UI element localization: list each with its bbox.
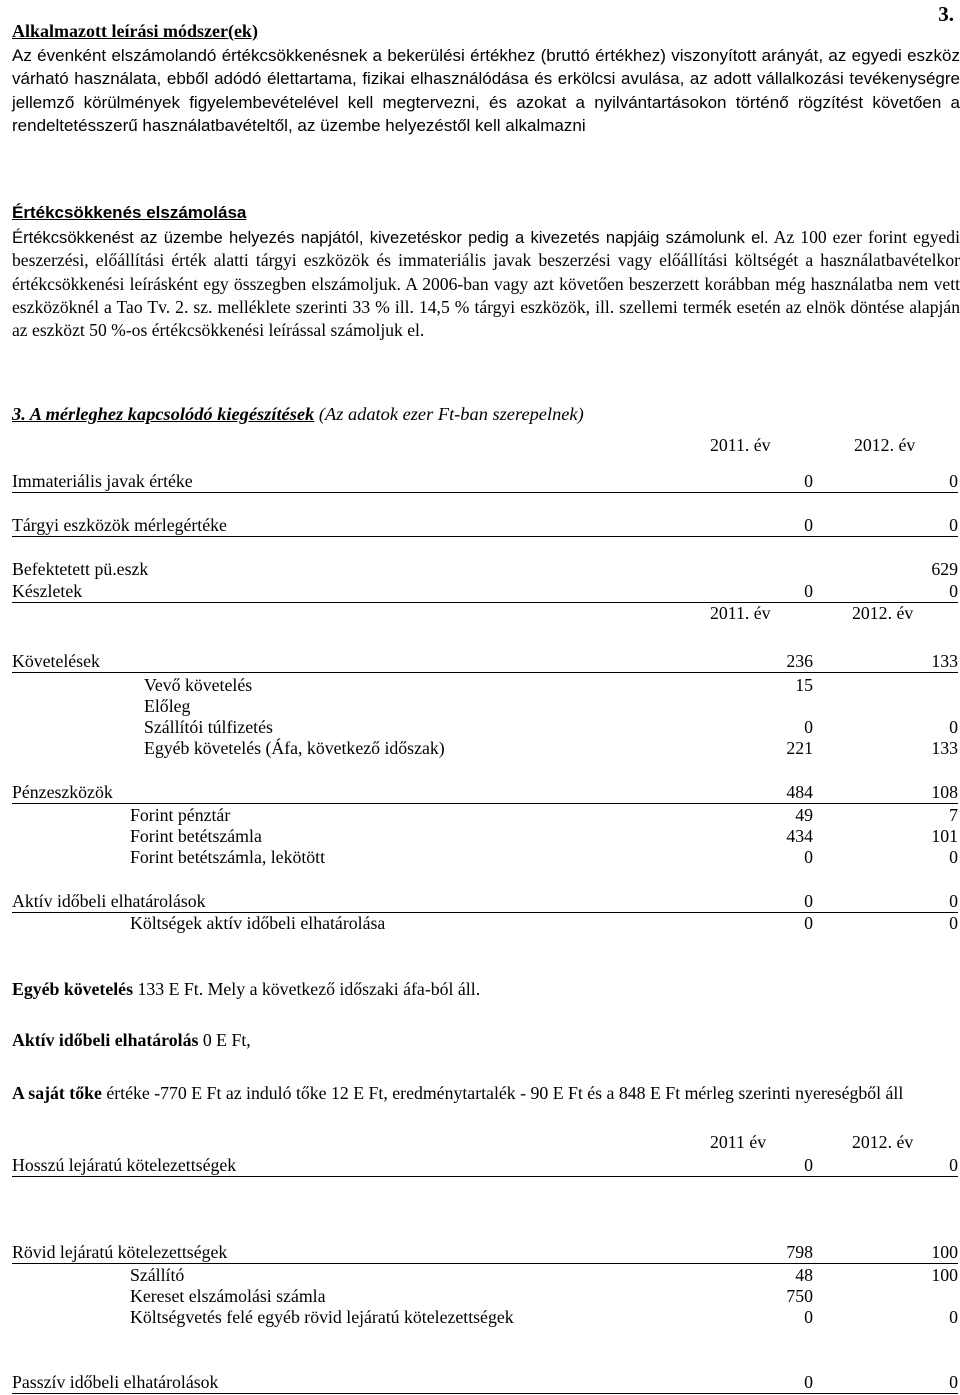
note-text: 0 E Ft,: [198, 1030, 251, 1050]
row-value-2011: 0: [804, 1155, 813, 1175]
method-title: Alkalmazott leírási módszer(ek): [12, 21, 258, 41]
depreciation-text: [12, 226, 960, 342]
row-cash-register: [12, 804, 958, 826]
row-tangible: [12, 514, 958, 537]
page-number: 3.: [938, 2, 954, 26]
row-value-2012: 101: [931, 826, 958, 846]
row-wages: [12, 1285, 958, 1307]
row-value-2011: 221: [786, 738, 813, 758]
note-bold: Egyéb követelés: [12, 979, 133, 999]
row-bank: [12, 825, 958, 847]
row-label: Vevő követelés: [144, 675, 253, 695]
row-value-2011: 15: [795, 675, 813, 695]
row-label: Szállítói túlfizetés: [144, 717, 273, 737]
row-financial: [12, 558, 958, 580]
row-receivables: [12, 650, 958, 673]
row-value-2011: 48: [795, 1265, 813, 1285]
row-value-2011: 0: [804, 847, 813, 867]
depreciation-text-rest: Az 100 ezer forint egyedi beszerzési, előállítási érték alatti tárgyi eszközök és immateriális javak beszerzési vagy előállítási költségét a használatbavételkor értékcsökkenési leírásként egy összegben elszámoljuk. A 2006-ban vagy azt követően beszerzett korábban még használatba nem vett eszközöknél a Tao Tv. 2. sz. melléklete szerinti 33 % ill. 14,5 % tárgyi eszközök, ill. szellemi termék esetén az elnök döntése alapján az eszközt 50 %-os értékcsökkenési leírással számoljuk el.: [12, 227, 960, 341]
row-label: Passzív időbeli elhatárolások: [12, 1372, 219, 1392]
row-label: Készletek: [12, 581, 83, 601]
row-value-2012: 100: [931, 1242, 958, 1262]
row-value-2011: 0: [804, 581, 813, 601]
row-inventory: [12, 580, 958, 603]
note-equity: [12, 1080, 912, 1106]
section3-number: 3.: [12, 404, 26, 424]
row-label: Szállító: [130, 1265, 185, 1285]
row-value-2012: 0: [949, 581, 958, 601]
row-accrued-costs: [12, 912, 958, 934]
row-value-2012: 0: [949, 515, 958, 535]
row-label: Aktív időbeli elhatárolások: [12, 891, 206, 911]
note-accrued: [12, 1027, 958, 1053]
row-value-2011: 0: [804, 1372, 813, 1392]
row-passive-accruals: [12, 1371, 958, 1394]
row-value-2012: 108: [931, 782, 958, 802]
depreciation-title: Értékcsökkenés elszámolása: [12, 203, 247, 222]
row-label: Befektetett pü.eszk: [12, 559, 149, 579]
row-value-2012: 0: [949, 913, 958, 933]
method-text: Az évenként elszámolandó értékcsökkenésnek a bekerülési értékhez (bruttó értékhez) viszonyított arányát, az egyedi eszköz várható használata, ebből adódó élettartama, fizikai elhasználódása és erkölcsi avulása, az adott vállalkozási tevékenységre jellemző körülmények figyelembevételével kell megtervezni, és azokat a nyilvántartásokon történő rögzítést követően a rendeltetésszerű használatbavételtől, az üzembe helyezéstől kell alkalmazni: [12, 46, 960, 135]
row-cash: [12, 781, 958, 804]
row-budget-liabilities: [12, 1306, 958, 1328]
year-header-2011: 2011. év: [710, 435, 771, 455]
row-value-2011: 0: [804, 515, 813, 535]
row-value-2012: 0: [949, 1372, 958, 1392]
row-value-2011: 0: [804, 891, 813, 911]
row-value-2012: 133: [931, 651, 958, 671]
row-customer: [12, 674, 958, 696]
depreciation-text-line1: Értékcsökkenést az üzembe helyezés napjától, kivezetéskor pedig a kivezetés napjáig számolunk el.: [12, 228, 769, 247]
row-value-2012: 629: [931, 559, 958, 579]
row-accrued-assets: [12, 890, 958, 913]
row-label: Forint betétszámla, lekötött: [130, 847, 326, 867]
row-label: Előleg: [144, 696, 191, 716]
row-label: Hosszú lejáratú kötelezettségek: [12, 1155, 237, 1175]
row-value-2012: 0: [949, 471, 958, 491]
note-text: értéke -770 E Ft az induló tőke 12 E Ft, eredménytartalék - 90 E Ft és a 848 E Ft mérleg szerinti nyereségből áll: [101, 1083, 904, 1103]
row-label: Költségek aktív időbeli elhatárolása: [130, 913, 386, 933]
row-value-2012: 7: [949, 805, 958, 825]
row-label: Tárgyi eszközök mérlegértéke: [12, 515, 227, 535]
note-bold: A saját tőke: [12, 1083, 102, 1103]
row-value-2012: 0: [949, 847, 958, 867]
row-label: Forint pénztár: [130, 805, 231, 825]
row-advance: [12, 695, 958, 717]
row-bank-fixed: [12, 846, 958, 868]
note-bold: Aktív időbeli elhatárolás: [12, 1030, 199, 1050]
year-header-2011: 2011. év: [710, 603, 771, 623]
year-header-2012: 2012. év: [852, 603, 914, 623]
row-value-2011: 49: [795, 805, 813, 825]
row-immaterial: [12, 470, 958, 493]
row-label: Egyéb követelés (Áfa, következő időszak): [144, 738, 445, 758]
note-other-receivable: [12, 976, 958, 1002]
row-value-2011: 0: [804, 913, 813, 933]
row-value-2012: 0: [949, 1307, 958, 1327]
row-value-2011: 434: [786, 826, 813, 846]
row-value-2011: 484: [786, 782, 813, 802]
row-label: Forint betétszámla: [130, 826, 262, 846]
row-value-2012: 0: [949, 891, 958, 911]
section3-title: A mérleghez kapcsolódó kiegészítések: [29, 404, 315, 424]
section3-heading: [12, 402, 960, 426]
row-value-2012: 133: [931, 738, 958, 758]
row-suppliers: [12, 1264, 958, 1286]
row-value-2011: 0: [804, 471, 813, 491]
row-label: Immateriális javak értéke: [12, 471, 193, 491]
row-label: Pénzeszközök: [12, 782, 113, 802]
row-value-2011: 0: [804, 1307, 813, 1327]
row-label: Kereset elszámolási számla: [130, 1286, 326, 1306]
year-header-2012: 2012. év: [854, 435, 916, 455]
row-value-2011: 750: [786, 1286, 813, 1306]
row-value-2012: 100: [931, 1265, 958, 1285]
row-label: Követelések: [12, 651, 100, 671]
row-value-2012: 0: [949, 1155, 958, 1175]
row-label: Rövid lejáratú kötelezettségek: [12, 1242, 228, 1262]
row-label: Költségvetés felé egyéb rövid lejáratú kötelezettségek: [130, 1307, 514, 1327]
row-value-2011: 798: [786, 1242, 813, 1262]
row-long-liabilities: [12, 1154, 958, 1177]
row-value-2012: 0: [949, 717, 958, 737]
row-value-2011: 236: [786, 651, 813, 671]
row-other-receivable: [12, 737, 958, 759]
row-supplier-overpayment: [12, 716, 958, 738]
note-text: 133 E Ft. Mely a következő időszaki áfa-ból áll.: [133, 979, 481, 999]
section3-subtitle: (Az adatok ezer Ft-ban szerepelnek): [318, 404, 584, 424]
row-short-liabilities: [12, 1241, 958, 1264]
row-value-2011: 0: [804, 717, 813, 737]
year-header-2012: 2012. év: [852, 1132, 914, 1152]
year-header-2011: 2011 év: [710, 1132, 767, 1152]
